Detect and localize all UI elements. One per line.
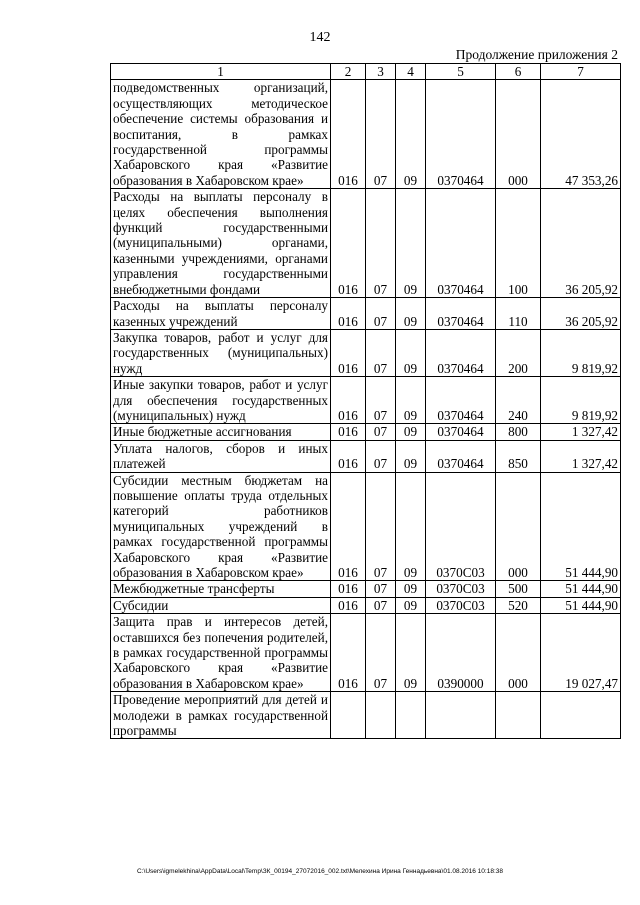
cell-amount: 36 205,92 [541, 298, 621, 330]
table-row [111, 472, 621, 581]
cell-target-article: 0390000 [426, 614, 496, 692]
table-row [111, 298, 621, 330]
cell-target-article: 0370464 [426, 329, 496, 376]
cell-expense-type: 000 [496, 472, 541, 581]
column-header: 6 [496, 64, 541, 80]
cell-ministry-code [331, 692, 366, 739]
row-description: Расходы на выплаты персоналу казенных учреждений [111, 298, 331, 330]
cell-expense-type: 850 [496, 440, 541, 472]
page-number: 142 [309, 30, 331, 45]
table-row [111, 80, 621, 189]
cell-subsection [396, 692, 426, 739]
cell-subsection: 09 [396, 440, 426, 472]
cell-target-article: 0370464 [426, 80, 496, 189]
cell-amount: 51 444,90 [541, 597, 621, 613]
cell-ministry-code: 016 [331, 298, 366, 330]
cell-expense-type: 110 [496, 298, 541, 330]
cell-expense-type: 000 [496, 614, 541, 692]
cell-target-article: 0370464 [426, 298, 496, 330]
row-description: Иные закупки товаров, работ и услуг для обеспечения государственных (муниципальных) нужд [111, 377, 331, 424]
cell-target-article: 0370464 [426, 424, 496, 440]
column-header: 1 [111, 64, 331, 80]
cell-target-article: 0370С03 [426, 581, 496, 597]
cell-target-article: 0370С03 [426, 597, 496, 613]
cell-section: 07 [366, 424, 396, 440]
cell-expense-type: 000 [496, 80, 541, 189]
cell-section: 07 [366, 298, 396, 330]
cell-ministry-code: 016 [331, 597, 366, 613]
cell-subsection: 09 [396, 472, 426, 581]
cell-ministry-code: 016 [331, 377, 366, 424]
cell-target-article: 0370464 [426, 440, 496, 472]
column-header: 5 [426, 64, 496, 80]
cell-amount: 9 819,92 [541, 377, 621, 424]
table-row [111, 424, 621, 440]
cell-expense-type: 500 [496, 581, 541, 597]
cell-amount [541, 692, 621, 739]
row-description: Иные бюджетные ассигнования [111, 424, 331, 440]
cell-section: 07 [366, 472, 396, 581]
cell-ministry-code: 016 [331, 80, 366, 189]
cell-target-article: 0370464 [426, 189, 496, 298]
cell-ministry-code: 016 [331, 424, 366, 440]
cell-expense-type: 800 [496, 424, 541, 440]
cell-subsection: 09 [396, 298, 426, 330]
cell-subsection: 09 [396, 377, 426, 424]
cell-section: 07 [366, 597, 396, 613]
row-description: Уплата налогов, сборов и иных платежей [111, 440, 331, 472]
cell-target-article: 0370С03 [426, 472, 496, 581]
cell-amount: 9 819,92 [541, 329, 621, 376]
cell-amount: 47 353,26 [541, 80, 621, 189]
cell-section: 07 [366, 80, 396, 189]
table-row [111, 581, 621, 597]
cell-ministry-code: 016 [331, 440, 366, 472]
table-row [111, 597, 621, 613]
column-header: 7 [541, 64, 621, 80]
cell-subsection: 09 [396, 614, 426, 692]
row-description: Субсидии [111, 597, 331, 613]
row-description: Защита прав и интересов детей, оставшихся без попечения родителей, в рамках государственной программы Хабаровского края «Развитие образования в Хабаровском крае» [111, 614, 331, 692]
file-path-footer: C:\Users\igmelekhina\AppData\Local\Temp\ЗК_00194_27072016_002.txt\Мелехина Ирина Геннадьевна\01.08.2016 10:18:38 [137, 868, 503, 875]
cell-subsection: 09 [396, 424, 426, 440]
cell-subsection: 09 [396, 581, 426, 597]
cell-ministry-code: 016 [331, 329, 366, 376]
cell-expense-type [496, 692, 541, 739]
cell-section: 07 [366, 440, 396, 472]
table-row [111, 692, 621, 739]
row-description: Закупка товаров, работ и услуг для государственных (муниципальных) нужд [111, 329, 331, 376]
cell-expense-type: 240 [496, 377, 541, 424]
cell-target-article: 0370464 [426, 377, 496, 424]
cell-amount: 19 027,47 [541, 614, 621, 692]
table-row [111, 377, 621, 424]
cell-ministry-code: 016 [331, 189, 366, 298]
cell-section: 07 [366, 377, 396, 424]
row-description: Субсидии местным бюджетам на повышение оплаты труда отдельных категорий работников муниципальных учреждений в рамках государственной программы Хабаровского края «Развитие образования в Хабаровском крае» [111, 472, 331, 581]
cell-target-article [426, 692, 496, 739]
cell-ministry-code: 016 [331, 581, 366, 597]
column-header: 4 [396, 64, 426, 80]
cell-ministry-code: 016 [331, 614, 366, 692]
table-row [111, 440, 621, 472]
row-description: Расходы на выплаты персоналу в целях обеспечения выполнения функций государственными (муниципальными) органами, казенными учреждениями, органами управления государственными внебюджетными фондами [111, 189, 331, 298]
cell-section: 07 [366, 614, 396, 692]
row-description: Проведение мероприятий для детей и молодежи в рамках государственной программы [111, 692, 331, 739]
table-row [111, 189, 621, 298]
cell-expense-type: 520 [496, 597, 541, 613]
cell-subsection: 09 [396, 189, 426, 298]
cell-amount: 1 327,42 [541, 424, 621, 440]
cell-amount: 1 327,42 [541, 440, 621, 472]
cell-subsection: 09 [396, 329, 426, 376]
cell-ministry-code: 016 [331, 472, 366, 581]
cell-expense-type: 200 [496, 329, 541, 376]
cell-amount: 51 444,90 [541, 581, 621, 597]
cell-subsection: 09 [396, 80, 426, 189]
table-row [111, 614, 621, 692]
column-header: 3 [366, 64, 396, 80]
cell-expense-type: 100 [496, 189, 541, 298]
row-description: подведомственных организаций, осуществляющих методическое обеспечение системы образования и воспитания, в рамках государственной программы Хабаровского края «Развитие образования в Хабаровском крае» [111, 80, 331, 189]
table-header-row [111, 64, 621, 80]
cell-amount: 36 205,92 [541, 189, 621, 298]
budget-table [110, 63, 621, 739]
cell-section [366, 692, 396, 739]
cell-section: 07 [366, 581, 396, 597]
cell-amount: 51 444,90 [541, 472, 621, 581]
cell-subsection: 09 [396, 597, 426, 613]
cell-section: 07 [366, 329, 396, 376]
appendix-continuation-label: Продолжение приложения 2 [455, 47, 618, 62]
cell-section: 07 [366, 189, 396, 298]
table-row [111, 329, 621, 376]
column-header: 2 [331, 64, 366, 80]
row-description: Межбюджетные трансферты [111, 581, 331, 597]
